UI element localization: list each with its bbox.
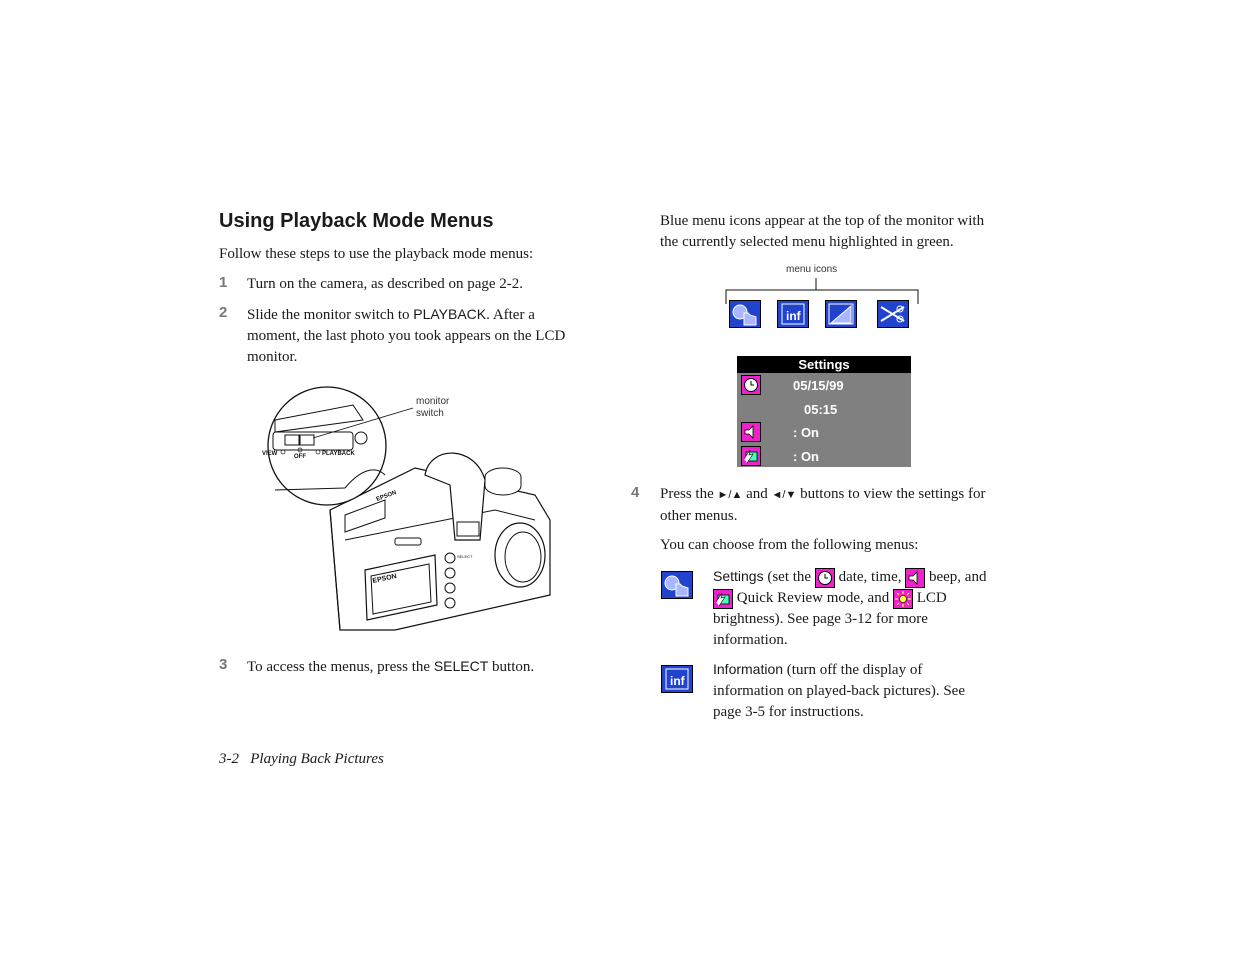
callout-line-2: switch [416,408,444,419]
settings-beep-value: : On [793,425,819,440]
page-title: Using Playback Mode Menus [219,210,494,232]
step-2-pre: Slide the monitor switch to [247,307,414,323]
step-4-line2: other menus. [660,508,738,524]
switch-label-off: OFF [294,454,306,460]
settings-time-value: 05:15 [804,402,838,417]
camera-brand-back: EPSON [371,573,398,585]
settings-desc-part-3: beep, and [925,569,987,585]
clock-icon [741,375,761,395]
step-1-text: Turn on the camera, as described on page 2-2. [247,276,524,292]
step-4-mid: and [742,486,772,502]
step-2-line2: moment, the last photo you took appears on the LCD [247,328,566,344]
settings-panel [737,356,911,467]
info-desc-line-3: page 3-5 for instructions. [713,704,864,720]
settings-description-icon [661,571,693,599]
camera-select-label: SELECT [457,554,473,559]
quick-review-icon [713,589,733,609]
choose-text: You can choose from the following menus: [660,537,919,553]
speaker-icon [741,422,761,442]
speaker-icon [905,568,925,588]
playback-term: PLAYBACK [413,306,487,322]
switch-label-view: VIEW [262,451,278,457]
clock-icon [815,568,835,588]
blue-icons-line-2: the currently selected menu highlighted in green. [660,234,954,250]
settings-beep-row [737,421,911,445]
left-down-button-icon: ◄/▼ [771,489,797,501]
info-desc-line-2: information on played-back pictures). See [713,683,965,699]
settings-quick-review-value: : On [793,449,819,464]
callout-line-1: monitor [416,396,450,407]
information-term: Information [713,661,784,677]
settings-menu-icon[interactable] [729,300,761,328]
step-3-post: button. [488,659,535,675]
settings-date-value: 05/15/99 [793,378,844,393]
step-4-pre: Press the [660,486,718,502]
step-2-text [247,304,607,368]
settings-desc-part-2: date, time, [834,569,906,585]
monitor-switch-callout [416,396,449,420]
information-menu-icon[interactable] [777,300,809,328]
svg-text:inf: inf [786,309,801,323]
step-4-text [660,484,1030,527]
step-3-number: 3 [219,656,228,673]
settings-desc-part-4: Quick Review mode, and [733,590,893,606]
camera-figure [245,380,565,645]
camera-brand-top: EPSON [375,490,398,503]
switch-label-playback: PLAYBACK [322,451,355,457]
step-2-number: 2 [219,304,228,321]
settings-desc-line-3: brightness). See page 3-12 for more [713,611,928,627]
info-desc-part-1: (turn off the display of [783,662,923,678]
menu-icons-label: menu icons [786,264,838,275]
lcd-menu-icon[interactable] [825,300,857,328]
settings-time-row [737,398,911,422]
settings-term: Settings [713,568,764,584]
blue-icons-text [660,211,984,253]
settings-quick-review-row [737,445,911,469]
blue-icons-line-1: Blue menu icons appear at the top of the monitor with [660,213,985,229]
settings-desc-part-5: LCD [912,590,947,606]
settings-panel-header: Settings [737,356,911,373]
intro-text: Follow these steps to use the playback mode menus: [219,246,534,262]
footer-page-number: 3-2 [219,751,239,767]
step-1-number: 1 [219,274,228,291]
step-4-number: 4 [631,484,640,501]
step-4-post: buttons to view the settings for [796,486,986,502]
settings-date-row [737,374,911,398]
settings-description [713,566,1033,651]
step-2-line3: monitor. [247,349,298,365]
select-term: SELECT [433,658,489,674]
information-description-icon [661,665,693,693]
footer [219,749,384,770]
step-2-post: . After a [486,307,535,323]
brightness-icon [893,589,913,609]
svg-text:inf: inf [670,674,685,688]
settings-desc-line-4: information. [713,632,788,648]
step-3-pre: To access the menus, press the [247,659,434,675]
right-up-button-icon: ►/▲ [717,489,743,501]
step-3-text [247,656,534,678]
edit-menu-icon[interactable] [877,300,909,328]
settings-desc-part-1: (set the [763,569,815,585]
footer-section: Playing Back Pictures [250,751,384,767]
information-description [713,659,1033,723]
camera-illustration [245,380,565,645]
quick-review-icon [741,446,761,466]
